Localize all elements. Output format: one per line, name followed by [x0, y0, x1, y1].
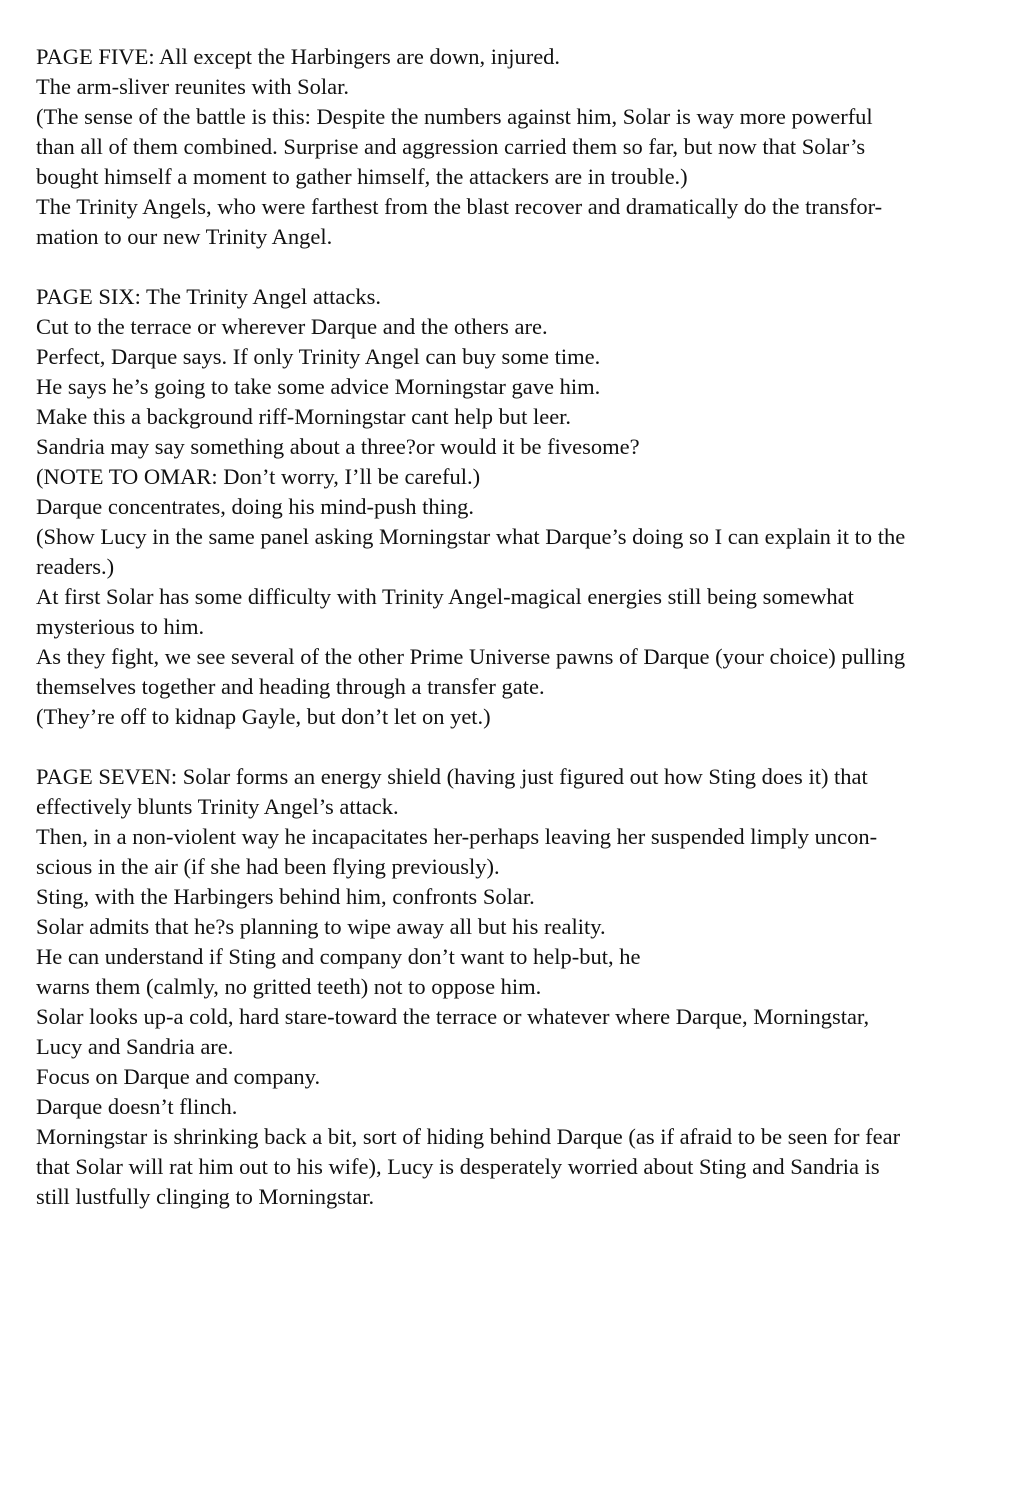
- text-line: effectively blunts Trinity Angel’s attack.: [36, 794, 399, 819]
- text-line: that Solar will rat him out to his wife), Lucy is desperately worried about Sting and Sandria is: [36, 1154, 880, 1179]
- text-line: bought himself a moment to gather himself, the attackers are in trouble.): [36, 164, 688, 189]
- text-line: Sandria may say something about a three?or would it be fivesome?: [36, 434, 640, 459]
- text-line: still lustfully clinging to Morningstar.: [36, 1184, 375, 1209]
- text-line: readers.): [36, 554, 115, 579]
- text-line: Lucy and Sandria are.: [36, 1034, 234, 1059]
- text-line: He says he’s going to take some advice Morningstar gave him.: [36, 374, 601, 399]
- text-line: themselves together and heading through a transfer gate.: [36, 674, 545, 699]
- text-line: Perfect, Darque says. If only Trinity Angel can buy some time.: [36, 344, 601, 369]
- text-line: Morningstar is shrinking back a bit, sort of hiding behind Darque (as if afraid to be seen for fear: [36, 1124, 901, 1149]
- text-line: The arm-sliver reunites with Solar.: [36, 74, 350, 99]
- text-line: mation to our new Trinity Angel.: [36, 224, 333, 249]
- text-line: mysterious to him.: [36, 614, 205, 639]
- text-line: Then, in a non-violent way he incapacitates her-perhaps leaving her suspended limply uncon-: [36, 824, 878, 849]
- text-line: Focus on Darque and company.: [36, 1064, 321, 1089]
- page-five-section: [36, 42, 1008, 252]
- text-line: He can understand if Sting and company don’t want to help-but, he: [36, 944, 641, 969]
- text-line: As they fight, we see several of the other Prime Universe pawns of Darque (your choice) pulling: [36, 644, 906, 669]
- text-line: Sting, with the Harbingers behind him, confronts Solar.: [36, 884, 535, 909]
- text-line: The Trinity Angels, who were farthest from the blast recover and dramatically do the transfor-: [36, 194, 883, 219]
- page-seven-section: [36, 762, 1008, 1212]
- text-line: Solar looks up-a cold, hard stare-toward the terrace or whatever where Darque, Morningstar,: [36, 1004, 870, 1029]
- text-line: warns them (calmly, no gritted teeth) not to oppose him.: [36, 974, 542, 999]
- text-line: Darque concentrates, doing his mind-push thing.: [36, 494, 475, 519]
- text-line: than all of them combined. Surprise and aggression carried them so far, but now that Solar’s: [36, 134, 866, 159]
- text-line: At first Solar has some difficulty with Trinity Angel-magical energies still being somewhat: [36, 584, 854, 609]
- text-line: (NOTE TO OMAR: Don’t worry, I’ll be careful.): [36, 464, 481, 489]
- text-line: PAGE FIVE: All except the Harbingers are down, injured.: [36, 44, 561, 69]
- text-line: (The sense of the battle is this: Despite the numbers against him, Solar is way more powerful: [36, 104, 873, 129]
- text-line: Cut to the terrace or wherever Darque and the others are.: [36, 314, 548, 339]
- text-line: Darque doesn’t flinch.: [36, 1094, 238, 1119]
- text-line: PAGE SIX: The Trinity Angel attacks.: [36, 284, 382, 309]
- script-page: [36, 42, 1008, 1242]
- text-line: PAGE SEVEN: Solar forms an energy shield (having just figured out how Sting does it) that: [36, 764, 868, 789]
- text-line: (Show Lucy in the same panel asking Morningstar what Darque’s doing so I can explain it to the: [36, 524, 906, 549]
- text-line: Solar admits that he?s planning to wipe away all but his reality.: [36, 914, 606, 939]
- text-line: scious in the air (if she had been flying previously).: [36, 854, 500, 879]
- text-line: Make this a background riff-Morningstar cant help but leer.: [36, 404, 572, 429]
- page-six-section: [36, 282, 1008, 732]
- text-line: (They’re off to kidnap Gayle, but don’t let on yet.): [36, 704, 491, 729]
